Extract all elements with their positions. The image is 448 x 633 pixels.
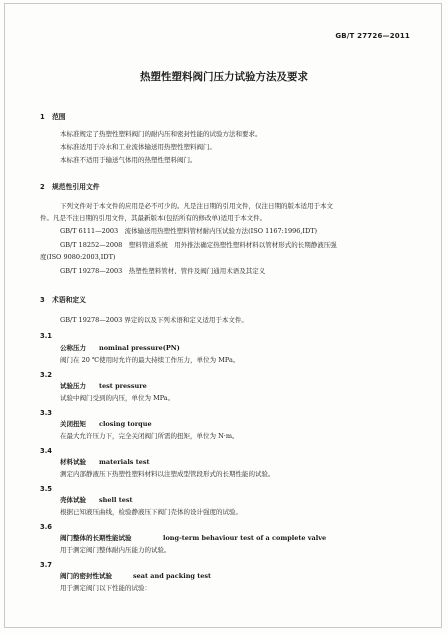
- term-definition: 阀门在 20 ℃使用时允许的最大持续工作压力，单位为 MPa。: [60, 356, 240, 364]
- reference-1: GB/T 6111—2003 流体输送用热塑性塑料管材耐内压试验方法(ISO 1167:1996,IDT): [60, 227, 318, 235]
- term-chinese: 阀门的密封性试验: [60, 572, 112, 580]
- term-english: nominal pressure(PN): [99, 344, 180, 352]
- standard-number: GB/T 27726—2011: [335, 32, 410, 40]
- term-chinese: 材料试验: [60, 458, 86, 466]
- term-number: 3.7: [40, 561, 53, 569]
- section-3-number: 3: [40, 296, 45, 304]
- term-number: 3.1: [40, 332, 53, 340]
- term-number: 3.2: [40, 371, 53, 379]
- term-definition: 在最大允许压力下，完全关闭阀门所需的扭矩，单位为 N·m。: [60, 432, 239, 440]
- reference-2-line-1: GB/T 18252—2008 塑料管道系统 用外推法确定热塑性塑料材料以管材形式的长期静液压强: [60, 241, 337, 249]
- term-definition: 根据已知液压曲线，检验静液压下阀门壳体的设计强度的试验。: [60, 508, 242, 516]
- section-1-para-3: 本标准不适用于输送气体用的热塑性塑料阀门。: [60, 156, 197, 164]
- term-english: seat and packing test: [133, 572, 212, 580]
- reference-2-line-2: 度(ISO 9080:2003,IDT): [40, 253, 116, 261]
- term-number: 3.4: [40, 447, 53, 455]
- document-title: 热塑性塑料阀门压力试验方法及要求: [140, 71, 308, 83]
- term-definition: 用于测定阀门以下性能的试验：: [60, 584, 151, 592]
- term-definition: 试验中阀门受到的内压，单位为 MPa。: [60, 394, 175, 402]
- term-english: test pressure: [99, 382, 147, 390]
- term-english: long-term behaviour test of a complete valve: [163, 534, 327, 542]
- term-definition: 用于测定阀门整体耐内压能力的试验。: [60, 546, 171, 554]
- section-1-para-1: 本标准规定了热塑性塑料阀门的耐内压和密封性能的试验方法和要求。: [60, 130, 262, 138]
- term-chinese: 关闭扭矩: [60, 420, 86, 428]
- term-number: 3.6: [40, 523, 53, 531]
- term-chinese: 壳体试验: [60, 496, 86, 504]
- section-1-number: 1: [40, 113, 45, 121]
- section-2-para-line-2: 件。凡是不注日期的引用文件，其最新版本(包括所有的修改单)适用于本文件。: [40, 214, 267, 222]
- term-chinese: 公称压力: [60, 344, 86, 352]
- section-2-title: 规范性引用文件: [52, 183, 100, 191]
- section-2-number: 2: [40, 183, 45, 191]
- section-3-title: 术语和定义: [52, 296, 86, 304]
- term-number: 3.5: [40, 485, 53, 493]
- section-1-para-2: 本标准适用于冷水和工业流体输送用热塑性塑料阀门。: [60, 143, 216, 151]
- term-english: shell test: [99, 496, 133, 504]
- section-3-intro: GB/T 19278—2003 界定的以及下列术语和定义适用于本文件。: [60, 316, 248, 324]
- reference-3: GB/T 19278—2003 热塑性塑料管材、管件及阀门通用术语及其定义: [60, 267, 266, 275]
- section-2-para-line-1: 下列文件对于本文件的应用是必不可少的。凡是注日期的引用文件，仅注日期的版本适用于本文: [60, 202, 333, 210]
- section-1-title: 范围: [52, 113, 66, 121]
- term-english: closing torque: [99, 420, 152, 428]
- term-number: 3.3: [40, 409, 53, 417]
- term-chinese: 阀门整体的长期性能试验: [60, 534, 132, 542]
- term-chinese: 试验压力: [60, 382, 86, 390]
- term-english: materials test: [99, 458, 150, 466]
- term-definition: 测定内部静液压下热塑性塑料材料以注塑成型管段形式的长期性能的试验。: [60, 470, 275, 478]
